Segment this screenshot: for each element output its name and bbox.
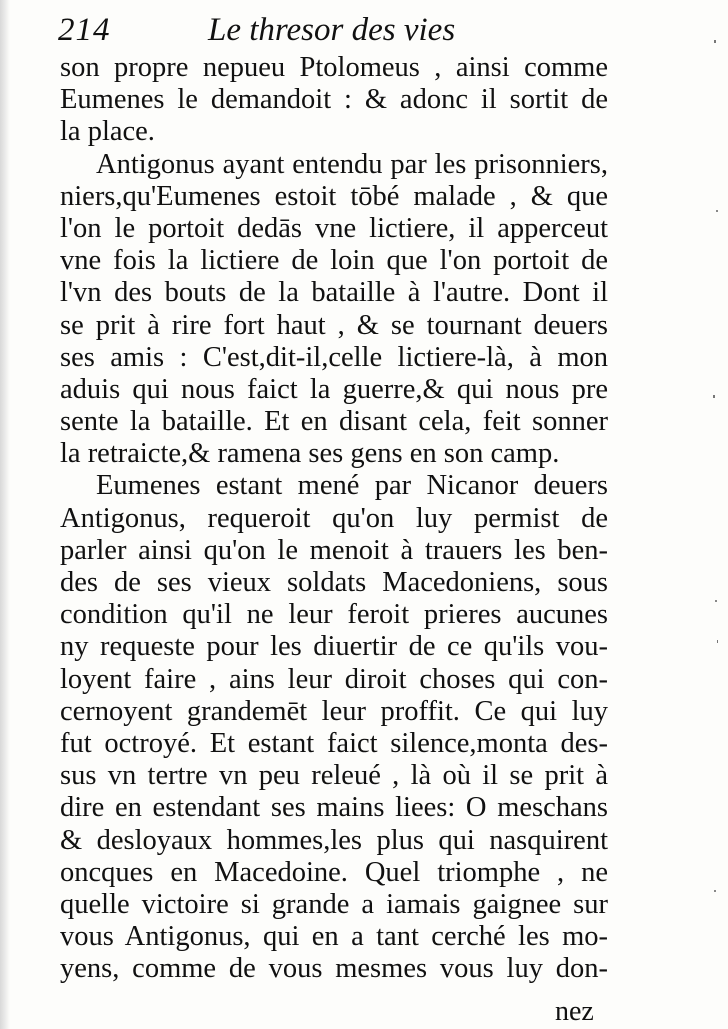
text-line: oncques en Macedoine. Quel triomphe , ne — [60, 856, 608, 888]
text-line: quelle victoire si grande a iamais gaignee sur — [60, 888, 608, 920]
page-number: 214 — [58, 12, 111, 48]
text-line: son propre nepueu Ptolomeus , ainsi comme — [60, 52, 608, 83]
gutter-shadow — [0, 0, 10, 1029]
text-line: Eumenes le demandoit : & adonc il sortit de — [60, 84, 608, 116]
text-line: & desloyaux hommes,les plus qui nasquirent — [60, 824, 608, 856]
text-line: condition qu'il ne leur feroit prieres aucunes — [60, 599, 608, 631]
text-line: vne fois la lictiere de loin que l'on portoit de — [60, 245, 608, 277]
text-line: yens, comme de vous mesmes vous luy don- — [60, 953, 608, 985]
text-line: se prit à rire fort haut , & se tournant deuers — [60, 309, 608, 341]
text-line: sus vn tertre vn peu releué , là où il se prit à — [60, 760, 608, 792]
text-line: fut octroyé. Et estant faict silence,monta des- — [60, 727, 608, 759]
body-text — [60, 52, 608, 985]
text-line: Eumenes estant mené par Nicanor deuers — [96, 470, 608, 502]
text-line: l'vn des bouts de la bataille à l'autre. Dont il — [60, 277, 608, 309]
text-line: loyent faire , ains leur diroit choses qui con- — [60, 663, 608, 695]
text-line: Antigonus ayant entendu par les prisonniers, — [96, 148, 608, 180]
text-line: ny requeste pour les diuertir de ce qu'ils vou- — [60, 631, 608, 663]
text-line: parler ainsi qu'on le menoit à trauers les ben- — [60, 534, 608, 566]
text-line: sente la bataille. Et en disant cela, feit sonner — [60, 406, 608, 438]
text-line: dire en estendant ses mains liees: O meschans — [60, 792, 608, 824]
catchword: nez — [555, 996, 594, 1027]
running-title: Le thresor des vies — [208, 12, 456, 48]
text-line: des de ses vieux soldats Macedoniens, sous — [60, 567, 608, 598]
running-header — [58, 10, 618, 50]
text-line: cernoyent grandemēt leur proffit. Ce qui luy — [60, 695, 608, 727]
text-line: Antigonus, requeroit qu'on luy permist de — [60, 502, 608, 534]
text-line: la retraicte,& ramena ses gens en son camp. — [60, 438, 560, 470]
text-line: la place. — [60, 116, 155, 148]
text-line: aduis qui nous faict la guerre,& qui nous pre — [60, 373, 608, 405]
text-line: ses amis : C'est,dit-il,celle lictiere-là, à mon — [60, 341, 608, 373]
page-edge-specks — [706, 0, 722, 1029]
text-line: l'on le portoit dedās vne lictiere, il apperceut — [60, 212, 608, 244]
text-line: niers,qu'Eumenes estoit tōbé malade , & que — [60, 180, 608, 212]
text-line: vous Antigonus, qui en a tant cerché les mo- — [60, 921, 608, 953]
